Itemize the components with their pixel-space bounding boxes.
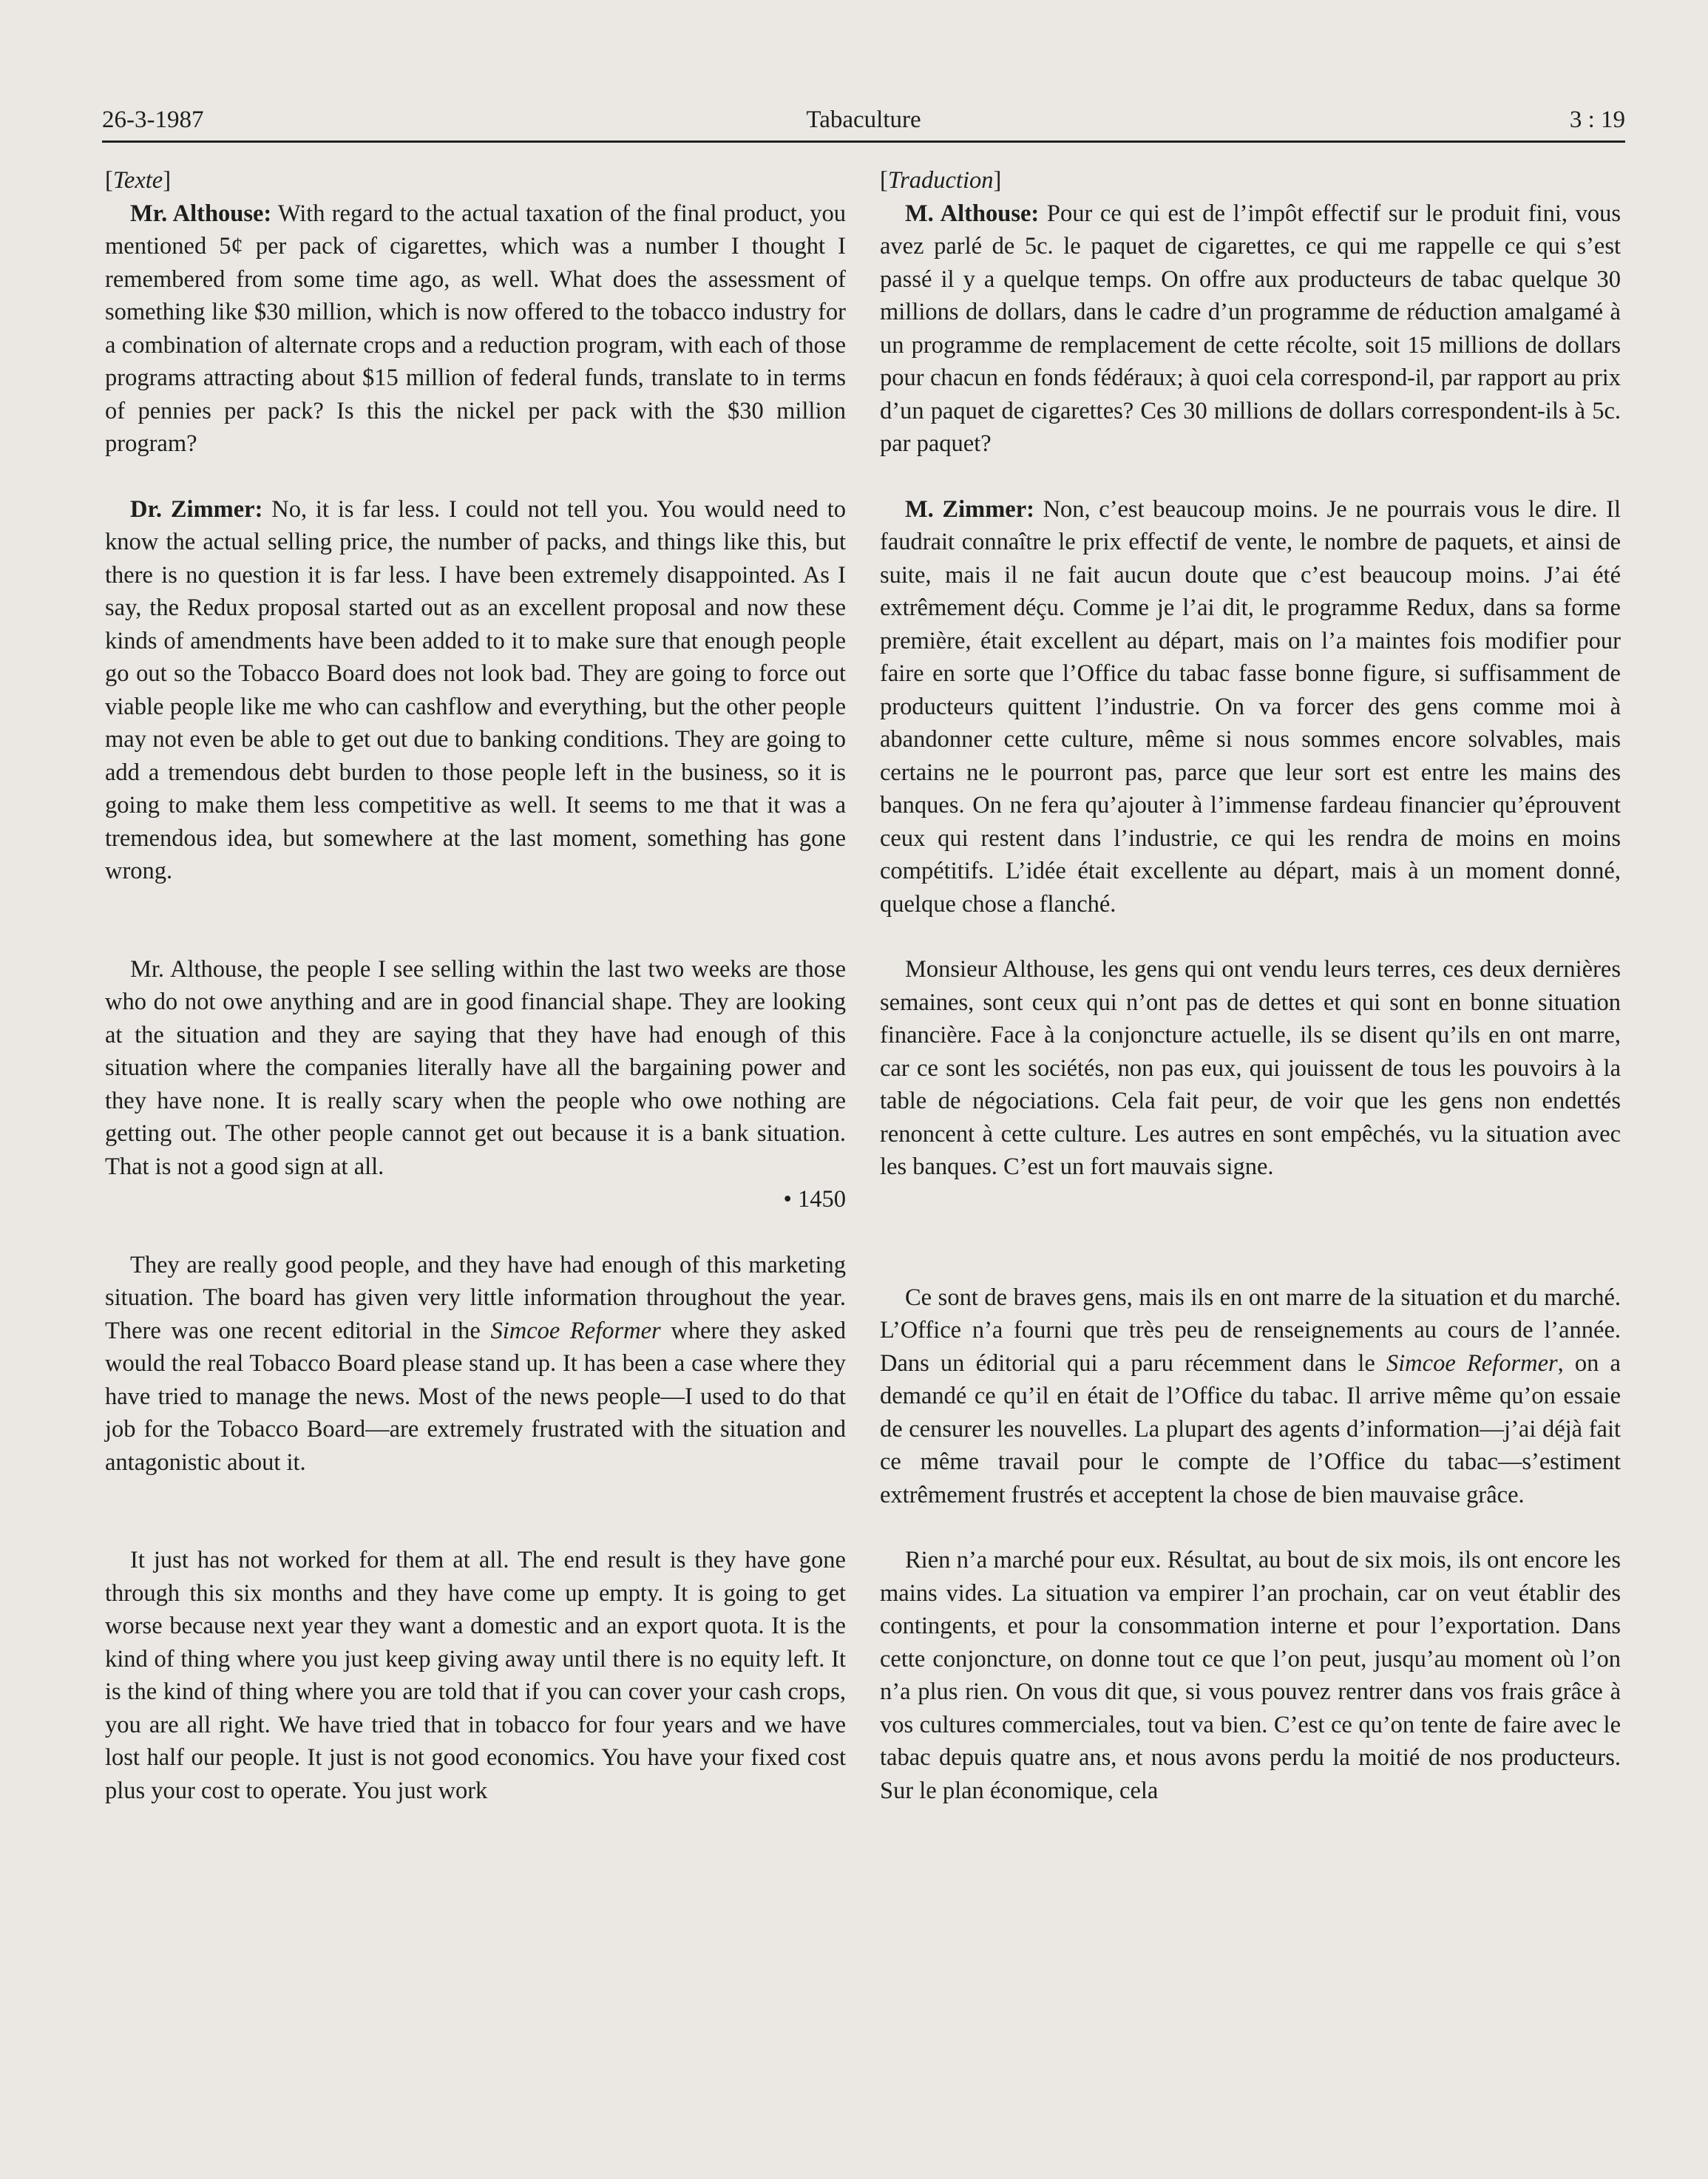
paragraph: M. Althouse: Pour ce qui est de l’impôt effectif sur le produit fini, vous avez parlé de 5c. le paquet de cigarettes, ce qui me rappelle ce qui s’est passé il y a quelque temps. On offre aux producteurs de tabac quelque 30 millions de dollars, dans le cadre d’un programme de réduction amalgamé à un programme de remplacement de cette récolte, soit 15 millions de dollars pour chacun en fonds fédéraux; à quoi cela correspond-il, par rapport au prix d’un paquet de cigarettes? Ces 30 millions de dollars correspondent-ils à 5c. par paquet?: [880, 200, 1621, 457]
section-tag: [Texte]: [105, 167, 172, 194]
publication-title: Simcoe Reformer: [1386, 1349, 1558, 1377]
paragraph: Monsieur Althouse, les gens qui ont vendu leurs terres, ces deux dernières semaines, sont ceux qui n’ont pas de dettes et qui sont en bonne situation financière. Face à la conjoncture actuelle, ils se disent qu’ils en ont marre, car ce sont les sociétés, non pas eux, qui jouissent de tous les pouvoirs à la table de négociations. Cela fait peur, de voir que les gens non endettés renoncent à cette culture. Les autres en sont empêchés, vu la situation avec les banques. C’est un fort mauvais signe.: [880, 956, 1621, 1180]
header-date: 26-3-1987: [102, 106, 204, 133]
paragraph: It just has not worked for them at all. The end result is they have gone through this six months and they have come up empty. It is going to get worse because next year they want a domestic and an export quota. It is the kind of thing where you just keep giving away until there is no equity left. It is the kind of thing where you are told that if you can cover your cash crops, you are all right. We have tried that in tobacco for four years and we have lost half our people. It just is not good economics. You have your fixed cost plus your cost to operate. You just work: [105, 1547, 846, 1804]
english-column: [105, 164, 846, 1807]
paragraph: Rien n’a marché pour eux. Résultat, au bout de six mois, ils ont encore les mains vides. La situation va empirer l’an prochain, car on veut établir des contingents, et pour la consommation interne et pour l’exportation. Dans cette conjoncture, on donne tout ce que l’on peut, jusqu’au moment où l’on n’a plus rien. On vous dit que, si vous pouvez rentrer dans vos frais grâce à vos cultures commerciales, tout va bien. C’est ce qu’on tente de faire avec le tabac depuis quatre ans, et nous avons perdu la moitié de nos producteurs. Sur le plan économique, cela: [880, 1547, 1621, 1804]
paragraph: Ce sont de braves gens, mais ils en ont marre de la situation et du marché. L’Office n’a fourni que très peu de renseignements au cours de l’année. Dans un éditorial qui a paru récemment dans le Simcoe Reformer, on a demandé ce qu’il en était de l’Office du tabac. Il arrive même qu’on essaie de censurer les nouvelles. La plupart des agents d’information—j’ai déjà fait ce même travail pour le compte de l’Office du tabac—s’estiment extrêmement frustrés et acceptent la chose de bien mauvaise grâce.: [880, 1284, 1621, 1508]
speaker-name: Mr. Althouse:: [130, 200, 272, 227]
header-title: Tabaculture: [806, 106, 921, 133]
time-mark: • 1450: [783, 1186, 846, 1213]
french-column: [880, 164, 1621, 1807]
speaker-name: M. Althouse:: [905, 200, 1040, 227]
paragraph: Mr. Althouse: With regard to the actual taxation of the final product, you mentioned 5¢ per pack of cigarettes, which was a number I thought I remembered from some time ago, as well. What does the assessment of something like $30 million, which is now offered to the tobacco industry for a combination of alternate crops and a reduction program, with each of those programs attracting about $15 million of federal funds, translate to in terms of pennies per pack? Is this the nickel per pack with the $30 million program?: [105, 200, 846, 457]
page-header: [102, 102, 1625, 143]
section-tag: [Traduction]: [880, 167, 1002, 194]
paragraph: Dr. Zimmer: No, it is far less. I could not tell you. You would need to know the actual selling price, the number of packs, and things like this, but there is no question it is far less. I have been extremely disappointed. As I say, the Redux proposal started out as an excellent proposal and now these kinds of amendments have been added to it to make sure that enough people go out so the Tobacco Board does not look bad. They are going to force out viable people like me who can cashflow and everything, but the other people may not even be able to get out due to banking conditions. They are going to add a tremendous debt burden to those people left in the business, so it is going to make them less competitive as well. It seems to me that it was a tremendous idea, but somewhere at the last moment, something has gone wrong.: [105, 495, 846, 884]
speaker-name: M. Zimmer:: [905, 495, 1034, 523]
paragraph: Mr. Althouse, the people I see selling within the last two weeks are those who do not owe anything and are in good financial shape. They are looking at the situation and they are saying that they have had enough of this situation where the companies literally have all the bargaining power and they have none. It is really scary when the people who owe nothing are getting out. The other people cannot get out because it is a bank situation. That is not a good sign at all.: [105, 955, 846, 1180]
paragraph: M. Zimmer: Non, c’est beaucoup moins. Je ne pourrais vous le dire. Il faudrait connaître le prix effectif de vente, le nombre de paquets, et ainsi de suite, mais il ne fait aucun doute que c’est beaucoup moins. J’ai été extrêmement déçu. Comme je l’ai dit, le programme Redux, dans sa forme première, était excellent au départ, mais on l’a maintes fois modifier pour faire en sorte que l’Office du tabac fasse bonne figure, si suffisamment de producteurs quittent l’industrie. On va forcer des gens comme moi à abandonner cette culture, même si nous sommes encore solvables, mais certains ne le pourront pas, parce que leur sort est entre les mains des banques. On ne fera qu’ajouter à l’immense fardeau financier qu’éprouvent ceux qui restent dans l’industrie, ce qui les rendra de moins en moins compétitifs. L’idée était excellente au départ, mais à un moment donné, quelque chose a flanché.: [880, 495, 1621, 918]
paragraph: They are really good people, and they have had enough of this marketing situation. The board has given very little information throughout the year. There was one recent editorial in the Simcoe Reformer where they asked would the real Tobacco Board please stand up. It has been a case where they have tried to manage the news. Most of the news people—I used to do that job for the Tobacco Board—are extremely frustrated with the situation and antagonistic about it.: [105, 1251, 846, 1476]
speaker-name: Dr. Zimmer:: [130, 495, 263, 523]
header-page-number: 3 : 19: [1569, 106, 1625, 133]
publication-title: Simcoe Reformer: [490, 1317, 661, 1344]
